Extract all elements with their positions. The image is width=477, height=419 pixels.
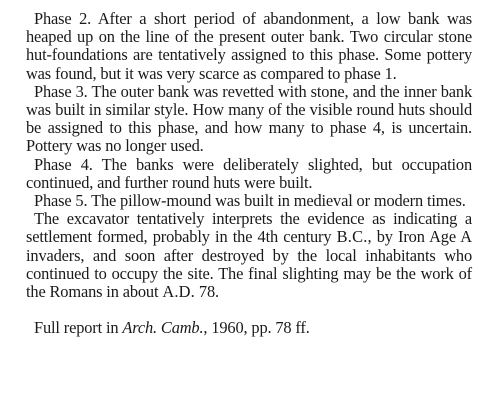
report-prefix: Full report in xyxy=(34,318,123,338)
interpretation-text-1: The excavator tentatively interprets the evidence as indicating a settlement formed, probably in the 4th century xyxy=(26,209,472,247)
phase-3-paragraph: Phase 3. The outer bank was revetted with stone, and the inner bank was built in similar style. How many of the visible round huts should be assigned to this phase, and how many to phase 4, is uncertain. Pottery was no longer used. xyxy=(26,81,472,156)
journal-title: Arch. Camb. xyxy=(122,318,204,338)
ad-abbreviation: A.D. xyxy=(162,282,195,302)
interpretation-text-3: 78. xyxy=(194,282,219,302)
report-suffix: , 1960, pp. 78 ff. xyxy=(203,318,310,338)
phase-4-paragraph: Phase 4. The banks were deliberately slighted, but occupation continued, and further round huts were built. xyxy=(26,154,472,192)
interpretation-text-2: , by Iron Age A invaders, and soon after destroyed by the local inhabitants who continued to occupy the site. The final slighting may be the work of the Romans in about xyxy=(26,227,472,302)
full-report-reference xyxy=(26,319,472,337)
bc-abbreviation: B.C. xyxy=(336,227,368,247)
phase-5-paragraph: Phase 5. The pillow-mound was built in medieval or modern times. xyxy=(34,191,466,211)
document-page xyxy=(26,10,472,337)
phase-2-paragraph: Phase 2. After a short period of abandonment, a low bank was heaped up on the line of the present outer bank. Two circular stone hut-foundations are tentatively assigned to this phase. Some pottery was found, but it was very scarce as compared to phase 1. xyxy=(26,9,472,83)
interpretation-paragraph xyxy=(26,210,472,301)
